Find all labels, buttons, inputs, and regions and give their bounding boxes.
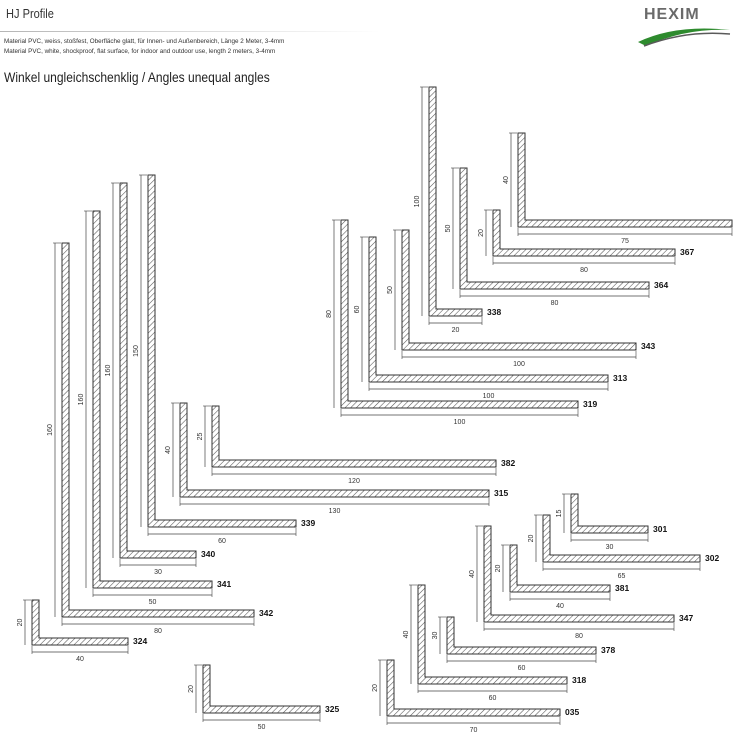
profile-315-dim-v-label: 40: [165, 446, 172, 454]
profile-383-shape: [518, 133, 732, 227]
profile-340-dim-h-label: 30: [154, 569, 162, 576]
profile-340-code: 340: [201, 549, 216, 559]
profile-343-dim-v-label: 50: [387, 286, 394, 294]
profile-035-dim-h-label: 70: [469, 727, 478, 734]
profile-318-dim-v-label: 40: [403, 630, 410, 639]
profile-035: [372, 660, 579, 734]
profile-325-dim-v-label: 20: [188, 685, 195, 693]
profile-341-dim-h-label: 50: [148, 599, 157, 606]
profile-383-dim-v-label: 40: [503, 176, 510, 184]
material-description-de: Material PVC, weiss, stoßfest, Oberfläche glatt, für Innen- und Außenbereich, Länge 2 Meter, 3-4mm: [4, 38, 285, 45]
profile-325: [188, 665, 339, 731]
profile-339-dim-v-label: 150: [133, 345, 140, 357]
profile-340-shape: [120, 183, 196, 558]
profile-324-shape: [32, 600, 128, 645]
profile-381-code: 381: [615, 583, 630, 593]
profile-324: [17, 600, 147, 663]
profile-343-dim-h-label: 100: [513, 361, 525, 368]
profile-341-dim-v-label: 160: [78, 393, 85, 406]
profile-338-code: 338: [487, 307, 502, 317]
profile-325-dim-h-label: 50: [257, 724, 266, 731]
profile-340-dim-v-label: 160: [105, 364, 112, 377]
profile-301-dim-h-label: 30: [605, 544, 614, 551]
profile-338-dim-v-label: 100: [414, 195, 421, 208]
profile-318-code: 318: [572, 675, 587, 685]
profile-313-code: 313: [613, 373, 628, 383]
profile-339-code: 339: [301, 518, 316, 528]
profile-302-shape: [543, 515, 700, 562]
profile-301-shape: [571, 494, 648, 533]
profile-315-dim-h-label: 130: [328, 508, 341, 515]
profile-378: [432, 617, 615, 672]
profile-339-dim-h-label: 60: [218, 538, 226, 545]
profile-367-dim-v-label: 20: [478, 229, 485, 237]
profile-301-code: 301: [653, 524, 668, 534]
profile-383-dim-h-label: 75: [621, 238, 629, 245]
profile-338-dim-h-label: 20: [451, 327, 460, 334]
profile-313-dim-v-label: 60: [354, 305, 361, 314]
material-description-en: Material PVC, white, shockproof, flat surface, for indoor and outdoor use, length 2 meters, 3-4mm: [4, 48, 276, 55]
profile-382-dim-h-label: 120: [348, 478, 360, 485]
profile-315-shape: [180, 403, 489, 497]
profile-035-code: 035: [565, 707, 580, 717]
profile-382-dim-v-label: 25: [197, 432, 204, 441]
profile-343-shape: [402, 230, 636, 350]
profile-340: [105, 183, 215, 576]
profile-338: [414, 87, 501, 334]
profile-313-dim-h-label: 100: [482, 393, 495, 400]
profile-364-code: 364: [654, 280, 669, 290]
profile-367-code: 367: [680, 247, 695, 257]
profile-364-shape: [460, 168, 649, 289]
profile-324-dim-h-label: 40: [76, 656, 84, 663]
profile-324-dim-v-label: 20: [17, 618, 24, 627]
profile-381-dim-h-label: 40: [556, 603, 564, 610]
profile-035-shape: [387, 660, 560, 716]
profile-324-code: 324: [133, 636, 148, 646]
profile-347-dim-h-label: 80: [575, 633, 583, 640]
profile-319-dim-h-label: 100: [453, 419, 466, 426]
profile-381-shape: [510, 545, 610, 592]
profile-383: [503, 133, 736, 245]
profile-318-dim-h-label: 60: [488, 695, 497, 702]
profile-364-dim-v-label: 50: [445, 224, 452, 233]
profile-347-code: 347: [679, 613, 694, 623]
logo-text: HEXIM: [644, 6, 700, 23]
profile-315-code: 315: [494, 488, 509, 498]
profile-302: [528, 515, 719, 580]
profile-302-dim-h-label: 65: [617, 573, 626, 580]
profile-367-dim-h-label: 80: [580, 267, 588, 274]
profile-341-code: 341: [217, 579, 232, 589]
profile-325-shape: [203, 665, 320, 713]
profile-325-code: 325: [325, 704, 340, 714]
profile-301: [556, 494, 667, 551]
profile-319-dim-v-label: 80: [326, 310, 333, 318]
profile-342-shape: [62, 243, 254, 617]
profile-382-code: 382: [501, 458, 516, 468]
page-title: HJ Profile: [6, 6, 54, 21]
profile-343-code: 343: [641, 341, 656, 351]
profile-382: [197, 406, 515, 485]
profile-342: [47, 243, 273, 635]
profile-378-shape: [447, 617, 596, 654]
profile-378-code: 378: [601, 645, 616, 655]
profile-378-dim-h-label: 60: [517, 665, 526, 672]
profile-319-code: 319: [583, 399, 598, 409]
profile-302-code: 302: [705, 553, 720, 563]
profile-342-dim-v-label: 160: [47, 424, 54, 436]
profile-035-dim-v-label: 20: [372, 684, 379, 692]
section-subtitle: Winkel ungleichschenklig / Angles unequal angles: [4, 69, 270, 85]
profile-342-code: 342: [259, 608, 274, 618]
profile-364-dim-h-label: 80: [550, 300, 559, 307]
profile-378-dim-v-label: 30: [432, 631, 439, 640]
profile-381-dim-v-label: 20: [495, 564, 502, 573]
profile-302-dim-v-label: 20: [528, 534, 535, 543]
profile-342-dim-h-label: 80: [154, 628, 162, 635]
profile-347-dim-v-label: 40: [469, 570, 476, 578]
profile-301-dim-v-label: 15: [556, 509, 563, 518]
